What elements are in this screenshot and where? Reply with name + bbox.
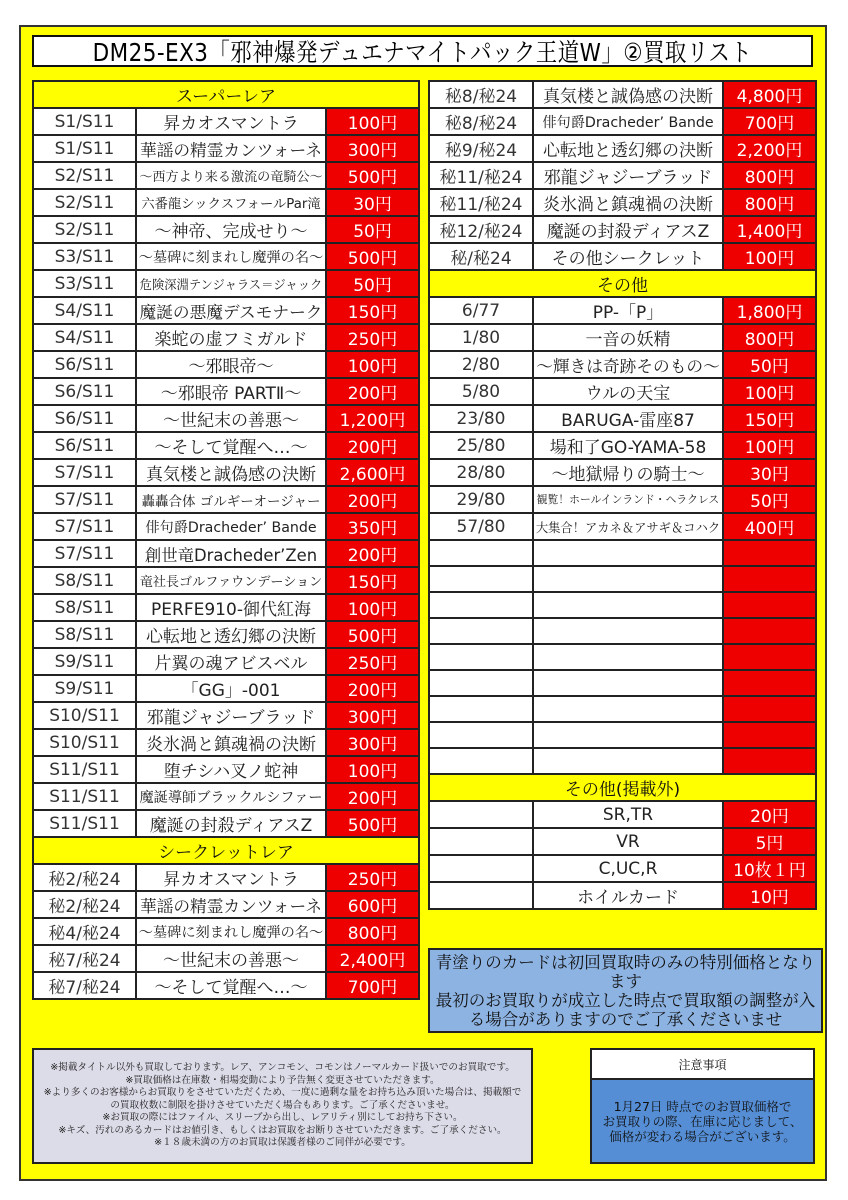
card-name-cell: 魔誕導師ブラックルシファー bbox=[136, 783, 326, 810]
price-cell: 150円 bbox=[723, 405, 816, 432]
price-row bbox=[33, 162, 419, 189]
card-name-cell: 観覧！ホールインランド・ヘラクレス bbox=[533, 486, 723, 513]
card-number-cell bbox=[429, 855, 533, 882]
card-number-cell: 2/80 bbox=[429, 351, 533, 378]
price-row bbox=[33, 351, 419, 378]
price-row bbox=[33, 729, 419, 756]
card-name-cell: 俳句爵Dracheder’ Bande bbox=[533, 108, 723, 135]
card-number-cell bbox=[429, 801, 533, 828]
price-cell bbox=[723, 592, 816, 618]
price-cell: 4,800円 bbox=[723, 81, 816, 108]
notice-line: お買取りの際、在庫に応じまして、 bbox=[602, 1113, 803, 1129]
card-number-cell: S7/S11 bbox=[33, 513, 136, 540]
price-cell: 1,800円 bbox=[723, 297, 816, 324]
card-name-cell bbox=[533, 618, 723, 644]
price-cell: 20円 bbox=[723, 801, 816, 828]
price-row bbox=[429, 486, 816, 513]
card-name-cell bbox=[533, 644, 723, 670]
card-name-cell: 危険深淵テンジャラス＝ジャック bbox=[136, 270, 326, 297]
card-name-cell: ～世紀末の善悪～ bbox=[136, 945, 326, 972]
card-number-cell: S2/S11 bbox=[33, 216, 136, 243]
price-cell: 300円 bbox=[326, 702, 419, 729]
price-cell: 30円 bbox=[326, 189, 419, 216]
price-row bbox=[429, 216, 816, 243]
card-number-cell: 秘11/秘24 bbox=[429, 189, 533, 216]
footer-note: ※キズ、汚れのあるカードはお値引き、もしくはお買取をお断りさせていただきます。ご了承ください。 bbox=[58, 1124, 507, 1136]
card-number-cell bbox=[429, 828, 533, 855]
page-title-box bbox=[32, 35, 813, 67]
card-number-cell: 秘9/秘24 bbox=[429, 135, 533, 162]
card-number-cell: 秘12/秘24 bbox=[429, 216, 533, 243]
card-name-cell: ホイルカード bbox=[533, 882, 723, 909]
card-number-cell bbox=[429, 670, 533, 696]
card-name-cell: 真気楼と誠偽感の決断 bbox=[533, 81, 723, 108]
price-cell: 100円 bbox=[723, 432, 816, 459]
special-price-note-line-2: 最初のお買取りが成立した時点で買取額の調整が入る場合がありますのでご了承くださいませ bbox=[435, 990, 816, 1029]
card-number-cell: S10/S11 bbox=[33, 729, 136, 756]
card-name-cell: 華謡の精霊カンツォーネ bbox=[136, 891, 326, 918]
price-cell: 800円 bbox=[723, 162, 816, 189]
section-header-row bbox=[33, 837, 419, 864]
section-header: シークレットレア bbox=[33, 837, 419, 864]
card-name-cell: 場和了GO-YAMA-58 bbox=[533, 432, 723, 459]
card-number-cell: S6/S11 bbox=[33, 378, 136, 405]
price-cell: 250円 bbox=[326, 324, 419, 351]
price-cell bbox=[723, 748, 816, 774]
right-price-table bbox=[428, 80, 817, 910]
card-name-cell: 片翼の魂アビスベル bbox=[136, 648, 326, 675]
card-name-cell bbox=[533, 670, 723, 696]
card-number-cell: S8/S11 bbox=[33, 621, 136, 648]
card-name-cell: ～墓碑に刻まれし魔弾の名～ bbox=[136, 918, 326, 945]
price-row bbox=[429, 748, 816, 774]
card-number-cell bbox=[429, 618, 533, 644]
price-cell: 800円 bbox=[723, 189, 816, 216]
card-number-cell: 秘7/秘24 bbox=[33, 945, 136, 972]
price-cell: 150円 bbox=[326, 297, 419, 324]
card-number-cell: 秘11/秘24 bbox=[429, 162, 533, 189]
card-number-cell: 25/80 bbox=[429, 432, 533, 459]
card-name-cell: その他シークレット bbox=[533, 243, 723, 270]
price-cell: 100円 bbox=[723, 378, 816, 405]
price-cell: 500円 bbox=[326, 621, 419, 648]
card-name-cell: 邪龍ジャジーブラッド bbox=[533, 162, 723, 189]
price-cell: 5円 bbox=[723, 828, 816, 855]
price-cell: 400円 bbox=[723, 513, 816, 540]
special-price-note bbox=[428, 948, 823, 1033]
section-header-row bbox=[33, 81, 419, 108]
price-row bbox=[429, 801, 816, 828]
price-row bbox=[429, 108, 816, 135]
price-row bbox=[429, 243, 816, 270]
price-cell: 200円 bbox=[326, 432, 419, 459]
card-number-cell: S3/S11 bbox=[33, 270, 136, 297]
card-name-cell: 心転地と透幻郷の決断 bbox=[136, 621, 326, 648]
price-row bbox=[429, 297, 816, 324]
price-cell: 200円 bbox=[326, 783, 419, 810]
price-cell: 100円 bbox=[326, 756, 419, 783]
card-name-cell: 昇カオスマントラ bbox=[136, 864, 326, 891]
card-name-cell: ～西方より来る激流の竜騎公～ bbox=[136, 162, 326, 189]
price-cell: 350円 bbox=[326, 513, 419, 540]
price-cell: 300円 bbox=[326, 729, 419, 756]
price-row bbox=[33, 108, 419, 135]
notice-box bbox=[590, 1048, 815, 1164]
price-row bbox=[33, 324, 419, 351]
footer-note: ※１８歳未満の方のお買取は保護者様のご同伴が必要です。 bbox=[154, 1137, 411, 1149]
card-number-cell bbox=[429, 540, 533, 566]
price-row bbox=[429, 618, 816, 644]
price-cell: 800円 bbox=[326, 918, 419, 945]
card-number-cell: 23/80 bbox=[429, 405, 533, 432]
card-name-cell: SR,TR bbox=[533, 801, 723, 828]
price-row bbox=[33, 135, 419, 162]
price-row bbox=[33, 567, 419, 594]
card-number-cell: S7/S11 bbox=[33, 459, 136, 486]
price-cell: 500円 bbox=[326, 162, 419, 189]
card-name-cell: 魔誕の悪魔デスモナーク bbox=[136, 297, 326, 324]
price-row bbox=[429, 540, 816, 566]
card-number-cell: 秘8/秘24 bbox=[429, 81, 533, 108]
notice-line: 1月27日 時点でのお買取価格で bbox=[613, 1098, 792, 1114]
price-cell: 50円 bbox=[326, 216, 419, 243]
card-number-cell: 秘/秘24 bbox=[429, 243, 533, 270]
card-number-cell: 1/80 bbox=[429, 324, 533, 351]
card-name-cell: 魔誕の封殺ディアスZ bbox=[136, 810, 326, 837]
price-cell bbox=[723, 644, 816, 670]
card-name-cell: 堕チシハ叉ノ蛇神 bbox=[136, 756, 326, 783]
card-name-cell: 楽蛇の虚フミガルド bbox=[136, 324, 326, 351]
card-number-cell: S11/S11 bbox=[33, 810, 136, 837]
price-row bbox=[33, 243, 419, 270]
price-cell: 50円 bbox=[723, 486, 816, 513]
price-cell: 250円 bbox=[326, 864, 419, 891]
card-name-cell: 邪龍ジャジーブラッド bbox=[136, 702, 326, 729]
card-number-cell: S6/S11 bbox=[33, 405, 136, 432]
card-name-cell: 炎氷渦と鎮魂禍の決断 bbox=[533, 189, 723, 216]
card-number-cell: 6/77 bbox=[429, 297, 533, 324]
price-row bbox=[429, 162, 816, 189]
card-number-cell bbox=[429, 566, 533, 592]
price-row bbox=[429, 828, 816, 855]
price-row bbox=[33, 540, 419, 567]
card-name-cell: 炎氷渦と鎮魂禍の決断 bbox=[136, 729, 326, 756]
price-row bbox=[33, 810, 419, 837]
card-number-cell: 秘8/秘24 bbox=[429, 108, 533, 135]
price-row bbox=[429, 405, 816, 432]
card-name-cell: 昇カオスマントラ bbox=[136, 108, 326, 135]
card-number-cell: S1/S11 bbox=[33, 135, 136, 162]
card-name-cell: 竜社長ゴルファウンデーション bbox=[136, 567, 326, 594]
section-header: その他 bbox=[429, 270, 816, 297]
price-cell: 100円 bbox=[326, 594, 419, 621]
price-row bbox=[33, 648, 419, 675]
card-number-cell bbox=[429, 722, 533, 748]
card-name-cell: 創世竜Dracheder’Zen bbox=[136, 540, 326, 567]
card-number-cell bbox=[429, 696, 533, 722]
left-price-table bbox=[32, 80, 420, 1000]
price-row bbox=[429, 351, 816, 378]
price-cell: 200円 bbox=[326, 540, 419, 567]
price-cell: 30円 bbox=[723, 459, 816, 486]
price-cell: 200円 bbox=[326, 675, 419, 702]
price-row bbox=[33, 378, 419, 405]
page-title: DM25-EX3「邪神爆発デュエナマイトパック王道W」②買取リスト bbox=[92, 38, 753, 67]
card-number-cell bbox=[429, 882, 533, 909]
section-header: スーパーレア bbox=[33, 81, 419, 108]
price-row bbox=[33, 459, 419, 486]
price-cell: 2,400円 bbox=[326, 945, 419, 972]
price-cell bbox=[723, 618, 816, 644]
price-row bbox=[33, 432, 419, 459]
card-number-cell: S7/S11 bbox=[33, 486, 136, 513]
price-cell: 700円 bbox=[326, 972, 419, 999]
card-number-cell: S8/S11 bbox=[33, 594, 136, 621]
card-number-cell: 5/80 bbox=[429, 378, 533, 405]
card-number-cell: S9/S11 bbox=[33, 675, 136, 702]
price-cell: 100円 bbox=[326, 351, 419, 378]
price-row bbox=[33, 621, 419, 648]
price-cell: 2,600円 bbox=[326, 459, 419, 486]
card-name-cell: PP-「P」 bbox=[533, 297, 723, 324]
card-number-cell: S3/S11 bbox=[33, 243, 136, 270]
price-cell: 700円 bbox=[723, 108, 816, 135]
price-cell: 1,200円 bbox=[326, 405, 419, 432]
card-name-cell: 「GG」-001 bbox=[136, 675, 326, 702]
price-row bbox=[33, 891, 419, 918]
card-name-cell: ～そして覚醒へ…～ bbox=[136, 432, 326, 459]
card-name-cell bbox=[533, 566, 723, 592]
card-name-cell: VR bbox=[533, 828, 723, 855]
price-row bbox=[429, 189, 816, 216]
price-cell: 500円 bbox=[326, 810, 419, 837]
price-cell: 250円 bbox=[326, 648, 419, 675]
card-name-cell: 真気楼と誠偽感の決断 bbox=[136, 459, 326, 486]
footer-note: ※より多くのお客様からお買取りをさせていただくため、一度に過剰な量をお持ち込み頂いた場合は、掲載額での買取枚数に制限を掛けさせていただく場合もあります。ご了承くださいませ。 bbox=[43, 1087, 522, 1111]
notice-title: 注意事項 bbox=[592, 1050, 813, 1080]
card-number-cell: 57/80 bbox=[429, 513, 533, 540]
price-cell: 10枚１円 bbox=[723, 855, 816, 882]
card-number-cell: 秘2/秘24 bbox=[33, 864, 136, 891]
price-row bbox=[33, 675, 419, 702]
card-number-cell: 秘2/秘24 bbox=[33, 891, 136, 918]
card-name-cell: 一音の妖精 bbox=[533, 324, 723, 351]
price-row bbox=[33, 864, 419, 891]
card-number-cell: S2/S11 bbox=[33, 162, 136, 189]
price-cell: 500円 bbox=[326, 243, 419, 270]
price-row bbox=[33, 486, 419, 513]
footer-notes bbox=[32, 1048, 533, 1164]
price-cell bbox=[723, 566, 816, 592]
price-cell: 100円 bbox=[723, 243, 816, 270]
price-row bbox=[33, 405, 419, 432]
price-row bbox=[429, 722, 816, 748]
card-name-cell bbox=[533, 748, 723, 774]
price-row bbox=[429, 644, 816, 670]
price-row bbox=[33, 945, 419, 972]
price-cell: 150円 bbox=[326, 567, 419, 594]
card-number-cell: S9/S11 bbox=[33, 648, 136, 675]
price-cell bbox=[723, 670, 816, 696]
card-name-cell: ウルの天宝 bbox=[533, 378, 723, 405]
price-row bbox=[33, 756, 419, 783]
card-name-cell: ～そして覚醒へ…～ bbox=[136, 972, 326, 999]
price-cell: 800円 bbox=[723, 324, 816, 351]
price-row bbox=[429, 566, 816, 592]
price-row bbox=[33, 513, 419, 540]
price-cell bbox=[723, 722, 816, 748]
card-name-cell: ～墓碑に刻まれし魔弾の名～ bbox=[136, 243, 326, 270]
price-row bbox=[429, 513, 816, 540]
price-cell bbox=[723, 540, 816, 566]
price-row bbox=[429, 670, 816, 696]
price-row bbox=[33, 918, 419, 945]
card-number-cell: 29/80 bbox=[429, 486, 533, 513]
card-name-cell: BARUGA-雷座87 bbox=[533, 405, 723, 432]
section-header: その他(掲載外) bbox=[429, 774, 816, 801]
card-number-cell bbox=[429, 748, 533, 774]
price-cell: 100円 bbox=[326, 108, 419, 135]
card-name-cell: 俳句爵Dracheder’ Bande bbox=[136, 513, 326, 540]
price-row bbox=[429, 378, 816, 405]
card-name-cell: ～神帝、完成せり～ bbox=[136, 216, 326, 243]
price-cell: 50円 bbox=[723, 351, 816, 378]
card-number-cell: 秘7/秘24 bbox=[33, 972, 136, 999]
card-number-cell: S6/S11 bbox=[33, 432, 136, 459]
card-number-cell: S4/S11 bbox=[33, 324, 136, 351]
price-cell bbox=[723, 696, 816, 722]
footer-note: ※お買取の際にはファイル、スリーブから出し、レアリティ別にしてお持ち下さい。 bbox=[102, 1112, 463, 1124]
price-row bbox=[429, 592, 816, 618]
card-number-cell: S1/S11 bbox=[33, 108, 136, 135]
footer-note: ※掲載タイトル以外も買取しております。レア、アンコモン、コモンはノーマルカード扱いでのお買取です。 bbox=[50, 1061, 515, 1073]
price-cell: 600円 bbox=[326, 891, 419, 918]
price-row bbox=[429, 432, 816, 459]
card-name-cell bbox=[533, 696, 723, 722]
card-number-cell bbox=[429, 644, 533, 670]
card-name-cell bbox=[533, 540, 723, 566]
price-cell: 200円 bbox=[326, 486, 419, 513]
notice-body bbox=[592, 1080, 813, 1162]
card-name-cell: 大集合！アカネ＆アサギ＆コハク bbox=[533, 513, 723, 540]
price-row bbox=[33, 189, 419, 216]
card-number-cell: S7/S11 bbox=[33, 540, 136, 567]
card-name-cell: ～邪眼帝 PARTⅡ～ bbox=[136, 378, 326, 405]
card-name-cell: ～邪眼帝～ bbox=[136, 351, 326, 378]
card-name-cell: 六番龍シックスフォールPar滝 bbox=[136, 189, 326, 216]
card-number-cell: S2/S11 bbox=[33, 189, 136, 216]
card-name-cell bbox=[533, 722, 723, 748]
notice-line: 価格が変わる場合がございます。 bbox=[609, 1128, 796, 1144]
price-row bbox=[429, 81, 816, 108]
card-name-cell: ～地獄帰りの騎士～ bbox=[533, 459, 723, 486]
card-number-cell: 秘4/秘24 bbox=[33, 918, 136, 945]
price-cell: 300円 bbox=[326, 135, 419, 162]
price-row bbox=[429, 324, 816, 351]
special-price-note-line-1: 青塗りのカードは初回買取時のみの特別価格となります bbox=[435, 952, 816, 991]
price-row bbox=[429, 135, 816, 162]
card-name-cell: C,UC,R bbox=[533, 855, 723, 882]
price-cell: 10円 bbox=[723, 882, 816, 909]
card-number-cell: S11/S11 bbox=[33, 756, 136, 783]
section-header-row bbox=[429, 774, 816, 801]
card-number-cell: S6/S11 bbox=[33, 351, 136, 378]
card-name-cell: ～輝きは奇跡そのもの～ bbox=[533, 351, 723, 378]
card-number-cell: S11/S11 bbox=[33, 783, 136, 810]
price-row bbox=[33, 972, 419, 999]
price-row bbox=[33, 783, 419, 810]
price-row bbox=[33, 594, 419, 621]
card-name-cell: PERFE910-御代紅海 bbox=[136, 594, 326, 621]
price-row bbox=[33, 216, 419, 243]
card-number-cell: S8/S11 bbox=[33, 567, 136, 594]
card-number-cell bbox=[429, 592, 533, 618]
card-name-cell: 華謡の精霊カンツォーネ bbox=[136, 135, 326, 162]
price-row bbox=[33, 297, 419, 324]
price-row bbox=[429, 855, 816, 882]
card-name-cell: 心転地と透幻郷の決断 bbox=[533, 135, 723, 162]
price-row bbox=[33, 702, 419, 729]
card-name-cell: ～世紀末の善悪～ bbox=[136, 405, 326, 432]
price-row bbox=[33, 270, 419, 297]
card-name-cell: 轟轟合体 ゴルギーオージャー bbox=[136, 486, 326, 513]
price-cell: 2,200円 bbox=[723, 135, 816, 162]
card-name-cell: 魔誕の封殺ディアスZ bbox=[533, 216, 723, 243]
price-cell: 1,400円 bbox=[723, 216, 816, 243]
price-cell: 50円 bbox=[326, 270, 419, 297]
card-number-cell: S4/S11 bbox=[33, 297, 136, 324]
footer-note: ※買取価格は在庫数・相場変動により予告無く変更させていただきます。 bbox=[125, 1074, 440, 1086]
price-row bbox=[429, 459, 816, 486]
price-cell: 200円 bbox=[326, 378, 419, 405]
section-header-row bbox=[429, 270, 816, 297]
card-name-cell bbox=[533, 592, 723, 618]
price-row bbox=[429, 696, 816, 722]
card-number-cell: S10/S11 bbox=[33, 702, 136, 729]
card-number-cell: 28/80 bbox=[429, 459, 533, 486]
price-row bbox=[429, 882, 816, 909]
